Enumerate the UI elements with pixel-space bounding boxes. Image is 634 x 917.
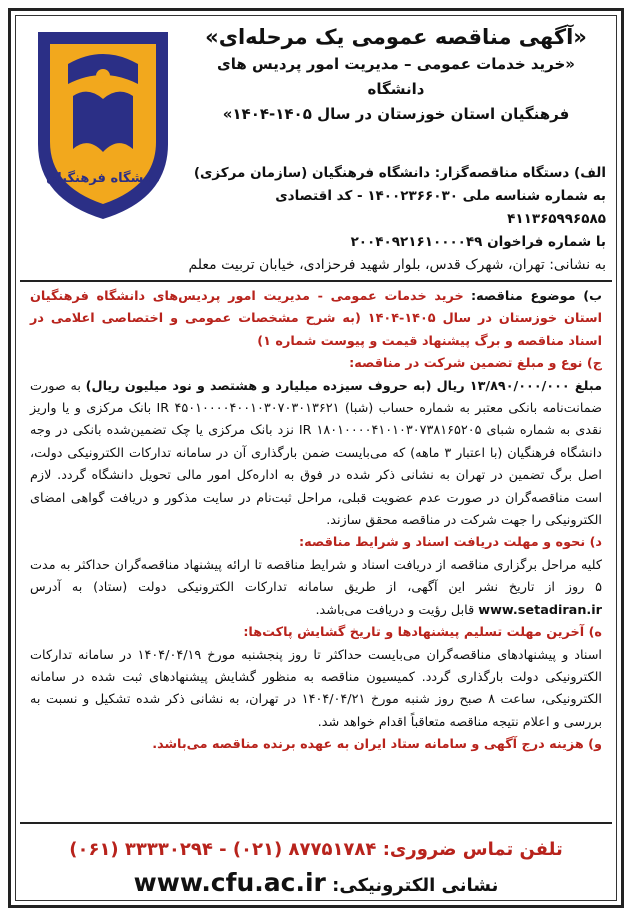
website-line	[30, 866, 602, 903]
ad-title: «آگهی مناقصه عمومی یک مرحله‌ای»	[205, 25, 587, 49]
section-v	[30, 734, 602, 756]
ad-subtitle-line1: «خرید خدمات عمومی – مدیریت امور پردیس های دانشگاه	[217, 55, 575, 98]
divider-bottom	[20, 822, 612, 824]
website-link[interactable]: www.cfu.ac.ir	[133, 868, 326, 897]
ad-inner-border	[15, 15, 617, 901]
section-d-body	[30, 555, 602, 622]
phone-numbers: (۰۶۱) ۳۳۳۳۰۲۹۴ - (۰۲۱) ۸۷۷۵۱۷۸۴	[69, 839, 377, 860]
contact-block	[30, 834, 602, 903]
section-v-text: و) هزینه درج آگهی و سامانه ستاد ایران به عهده برنده مناقصه می‌باشد.	[152, 737, 602, 753]
section-h-body	[30, 645, 602, 735]
section-b	[30, 286, 602, 353]
organization-line1: الف) دستگاه مناقصه‌گزار: دانشگاه فرهنگیان (سازمان مرکزی)	[193, 165, 606, 181]
section-c	[30, 353, 602, 375]
section-h	[30, 622, 602, 644]
organization-block	[186, 162, 606, 254]
section-c-body	[30, 376, 602, 533]
section-d-text2: قابل رؤیت و دریافت می‌باشد.	[315, 602, 475, 618]
section-b-text: خرید خدمات عمومی - مدیریت امور پردیس‌های دانشگاه فرهنگیان استان خوزستان در سال ۱۴۰۵-۱۴۰۴ (به شرح مشخصات عمومی و اختصاصی اعلامی در اسناد مناقصه و برگ پیشنهاد قیمت و پیوست شماره ۱)	[30, 289, 602, 349]
divider	[20, 280, 612, 282]
website-label: نشانی الکترونیکی:	[332, 875, 499, 896]
header	[186, 22, 606, 127]
setadiran-link[interactable]: www.setadiran.ir	[478, 602, 602, 618]
section-c-text: به صورت ضمانت‌نامه بانکی معتبر به شماره حساب (شبا) IR ۴۵۰۱۰۰۰۰۴۰۰۱۰۳۰۷۰۳۰۱۳۶۲۱ بانک مرکزی و یا واریز نقدی به شماره شبای IR ۱۸۰۱۰۰۰۰۴۱۰۱۰۳۰۷۳۸۱۶۵۲۰۵ نزد بانک مرکزی یا چک تضمین‌شده بانکی در وجه دانشگاه فرهنگیان (با اعتبار ۳ ماهه) که می‌بایست ضمن بارگذاری آن در سامانه تدارکات الکترونیکی دولت، اصل برگ تضمین در تهران به نشانی ذکر شده در فوق به اداره‌کل امور مالی تحویل دانشگاه گردد. لازم است مناقصه‌گران در صورت عدم عضویت قبلی، مراحل ثبت‌نام در سایت مذکور و دریافت گواهی امضای الکترونیکی را جهت شرکت در مناقصه محقق سازند.	[30, 378, 603, 529]
organization-address: به نشانی: تهران، شهرک قدس، بلوار شهید فرحزادی، خیابان تربیت معلم	[188, 257, 606, 273]
section-h-label: ه) آخرین مهلت تسلیم پیشنهادها و تاریخ گشایش پاکت‌ها:	[243, 625, 602, 641]
university-logo	[28, 24, 178, 224]
logo-text: دانشگاه فرهنگیان	[46, 171, 160, 186]
section-d-text1: کلیه مراحل برگزاری مناقصه از دریافت اسناد و شرایط مناقصه تا ارائه پیشنهاد مناقصه‌گران حداکثر به مدت ۵ روز از تاریخ نشر این آگهی، از طریق سامانه تدارکات الکترونیکی دولت (ستاد) به آدرس	[30, 557, 602, 596]
phone-label: تلفن تماس ضروری:	[382, 839, 563, 860]
phone-line	[30, 834, 602, 866]
section-d	[30, 532, 602, 554]
organization-line3: با شماره فراخوان ۲۰۰۴۰۹۲۱۶۱۰۰۰۰۴۹	[350, 234, 606, 250]
organization-line2: به شماره شناسه ملی ۱۴۰۰۲۳۶۶۰۳۰ - کد اقتصادی ۴۱۱۳۶۵۹۹۶۵۸۵	[275, 188, 606, 227]
ad-body	[30, 286, 602, 757]
ad-subtitle-line2: فرهنگیان استان خوزستان در سال ۱۴۰۵-۱۴۰۴»	[222, 105, 570, 123]
section-c-amount: مبلغ ۱۳/۸۹۰/۰۰۰/۰۰۰ ریال (به حروف سیزده میلیارد و هشتصد و نود میلیون ریال)	[85, 378, 603, 394]
section-c-label: ج) نوع و مبلغ تضمین شرکت در مناقصه:	[349, 356, 602, 372]
section-b-label: ب) موضوع مناقصه:	[471, 289, 602, 304]
section-d-label: د) نحوه و مهلت دریافت اسناد و شرایط مناقصه:	[298, 535, 602, 551]
section-h-text: اسناد و پیشنهادهای مناقصه‌گران می‌بایست حداکثر تا روز پنجشنبه مورخ ۱۴۰۴/۰۴/۱۹ در سامانه تدارکات الکترونیکی دولت بارگذاری گردد. کمیسیون مناقصه به منظور گشایش پیشنهادهای ثبت شده در سامانه الکترونیکی، ساعت ۸ صبح روز شنبه مورخ ۱۴۰۴/۰۴/۲۱ در تهران، به نشانی ذکر شده تشکیل و نسبت به بررسی و اعلام نتیجه مناقصه متعاقباً اقدام خواهد شد.	[30, 647, 602, 730]
ad-frame	[8, 8, 624, 908]
